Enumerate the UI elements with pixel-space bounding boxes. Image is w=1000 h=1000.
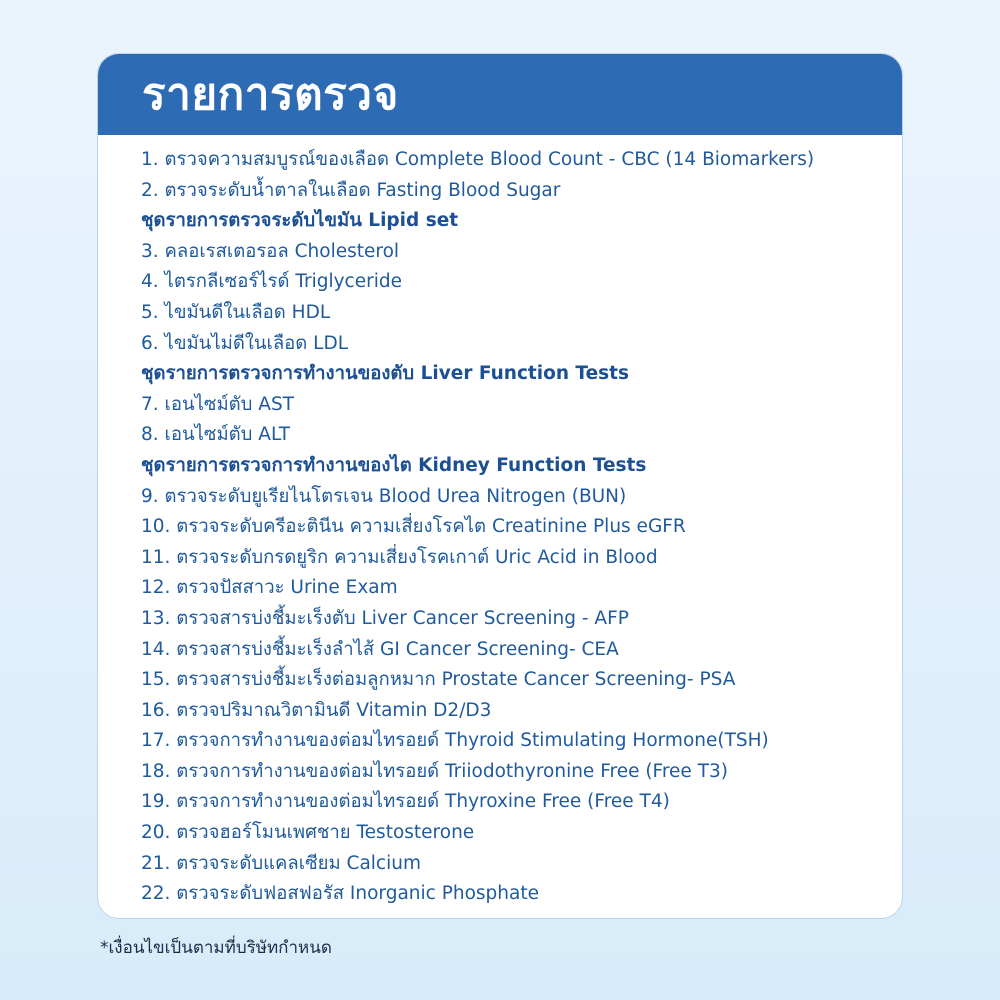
- list-item: 20. ตรวจฮอร์โมนเพศชาย Testosterone: [141, 822, 475, 844]
- list-item: 2. ตรวจระดับน้ำตาลในเลือด Fasting Blood Sugar: [141, 179, 561, 201]
- list-item: 16. ตรวจปริมาณวิตามินดี Vitamin D2/D3: [141, 699, 492, 721]
- list-item: 17. ตรวจการทำงานของต่อมไทรอยด์ Thyroid Stimulating Hormone(TSH): [141, 730, 769, 752]
- list-item: 7. เอนไซม์ตับ AST: [141, 393, 295, 415]
- card-title: รายการตรวจ: [142, 69, 399, 120]
- list-item: 21. ตรวจระดับแคลเซียม Calcium: [141, 852, 421, 874]
- list-item: 14. ตรวจสารบ่งชี้มะเร็งลำไส้ GI Cancer Screening- CEA: [141, 638, 619, 660]
- list-item: 15. ตรวจสารบ่งชี้มะเร็งต่อมลูกหมาก Prostate Cancer Screening- PSA: [141, 669, 736, 691]
- list-item: 4. ไตรกลีเซอร์ไรด์ Triglyceride: [141, 271, 402, 293]
- list-item: 10. ตรวจระดับครีอะตินีน ความเสี่ยงโรคไต Creatinine Plus eGFR: [141, 516, 686, 538]
- test-list-card: [97, 53, 903, 919]
- section-heading: ชุดรายการตรวจการทำงานของตับ Liver Function Tests: [141, 363, 630, 385]
- footnote: *เงื่อนไขเป็นตามที่บริษัทกำหนด: [100, 938, 332, 958]
- list-item: 19. ตรวจการทำงานของต่อมไทรอยด์ Thyroxine Free (Free T4): [141, 791, 670, 813]
- list-item: 1. ตรวจความสมบูรณ์ของเลือด Complete Blood Count - CBC (14 Biomarkers): [141, 149, 815, 170]
- section-heading: ชุดรายการตรวจระดับไขมัน Lipid set: [141, 210, 459, 232]
- list-item: 22. ตรวจระดับฟอสฟอรัส Inorganic Phosphate: [141, 883, 539, 905]
- list-item: 11. ตรวจระดับกรดยูริก ความเสี่ยงโรคเกาต์ Uric Acid in Blood: [141, 546, 658, 568]
- list-item: 18. ตรวจการทำงานของต่อมไทรอยด์ Triiodothyronine Free (Free T3): [141, 760, 728, 782]
- list-item: 5. ไขมันดีในเลือด HDL: [141, 301, 331, 323]
- list-item: 12. ตรวจปัสสาวะ Urine Exam: [141, 577, 398, 599]
- test-list: [141, 145, 814, 910]
- list-item: 9. ตรวจระดับยูเรียไนโตรเจน Blood Urea Nitrogen (BUN): [141, 485, 627, 507]
- section-heading: ชุดรายการตรวจการทำงานของไต Kidney Function Tests: [141, 454, 647, 476]
- list-item: 6. ไขมันไม่ดีในเลือด LDL: [141, 332, 349, 354]
- list-item: 13. ตรวจสารบ่งชี้มะเร็งตับ Liver Cancer Screening - AFP: [141, 607, 629, 629]
- list-item: 3. คลอเรสเตอรอล Cholesterol: [141, 240, 400, 262]
- card-header: [98, 54, 902, 135]
- list-item: 8. เอนไซม์ตับ ALT: [141, 424, 291, 446]
